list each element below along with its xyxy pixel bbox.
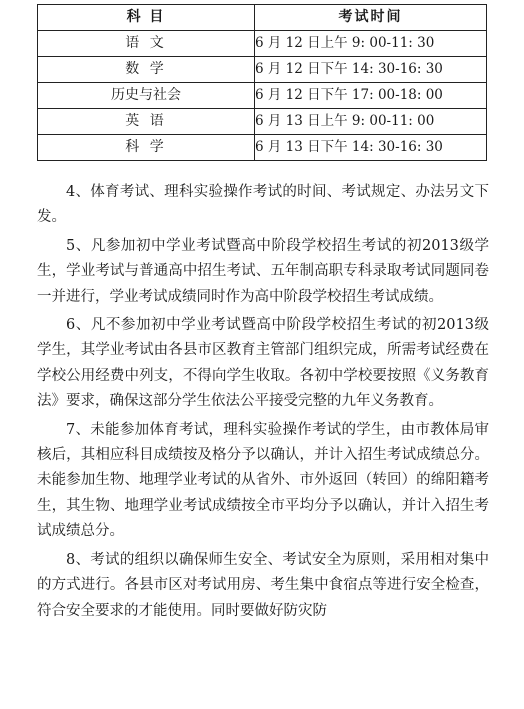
- table-row: [38, 83, 487, 109]
- header-exam-time: 考试时间: [255, 5, 487, 31]
- table-row: [38, 135, 487, 161]
- subject-cell: 语 文: [38, 31, 255, 57]
- document-body: [37, 180, 489, 627]
- table-header-row: [38, 5, 487, 31]
- paragraph-item-4: 4、体育考试、理科实验操作考试的时间、考试规定、办法另文下发。: [37, 184, 489, 226]
- time-cell: 6 月 13 日下午 14: 30-16: 30: [255, 135, 487, 161]
- table-row: [38, 109, 487, 135]
- time-cell: 6 月 12 日下午 14: 30-16: 30: [255, 57, 487, 83]
- subject-cell: 历史与社会: [38, 83, 255, 109]
- paragraph-item-5: 5、凡参加初中学业考试暨高中阶段学校招生考试的初2013级学生，学业考试与普通高中招生考试、五年制高职专科录取考试同题同卷一并进行，学业考试成绩同时作为高中阶段学校招生考试成绩。: [37, 237, 489, 305]
- paragraph-item-8: 8、考试的组织以确保师生安全、考试安全为原则，采用相对集中的方式进行。各县市区对考试用房、考生集中食宿点等进行安全检查，符合安全要求的才能使用。同时要做好防灾防: [37, 551, 489, 619]
- subject-cell: 科 学: [38, 135, 255, 161]
- header-subject: 科 目: [38, 5, 255, 31]
- subject-cell: 数 学: [38, 57, 255, 83]
- time-cell: 6 月 13 日上午 9: 00-11: 00: [255, 109, 487, 135]
- paragraph-item-7: 7、未能参加体育考试，理科实验操作考试的学生，由市教体局审核后，其相应科目成绩按及格分予以确认，并计入招生考试成绩总分。未能参加生物、地理学业考试的从省外、市外返回（转回）的绵阳籍考生，其生物、地理学业考试成绩按全市平均分予以确认，并计入招生考试成绩总分。: [37, 421, 489, 540]
- subject-cell: 英 语: [38, 109, 255, 135]
- paragraph-item-6: 6、凡不参加初中学业考试暨高中阶段学校招生考试的初2013级学生，其学业考试由各县市区教育主管部门组织完成，所需考试经费在学校公用经费中列支，不得向学生收取。各初中学校要按照《义务教育法》要求，确保这部分学生依法公平接受完整的九年义务教育。: [37, 317, 489, 410]
- exam-schedule-table: [37, 4, 487, 161]
- time-cell: 6 月 12 日上午 9: 00-11: 30: [255, 31, 487, 57]
- table-row: [38, 57, 487, 83]
- table-row: [38, 31, 487, 57]
- time-cell: 6 月 12 日下午 17: 00-18: 00: [255, 83, 487, 109]
